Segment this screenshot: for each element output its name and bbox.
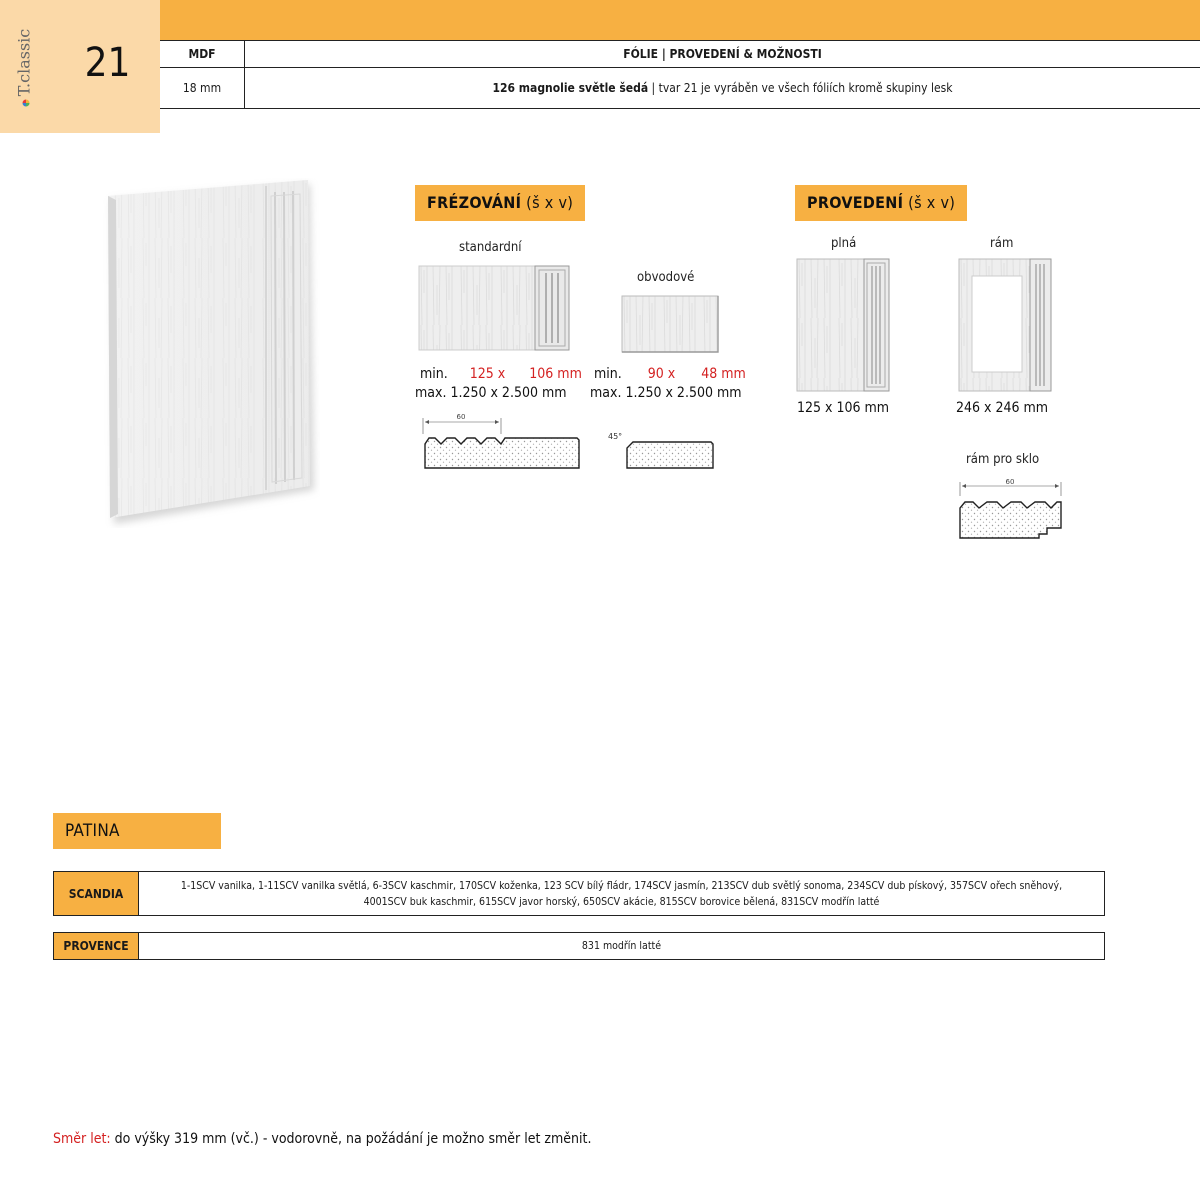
provedeni-title: PROVEDENÍ	[807, 193, 904, 212]
standard-min-height: 106 mm	[529, 366, 582, 382]
plna-sample-image	[796, 258, 890, 392]
provedeni-tag	[795, 185, 967, 221]
obvodove-angle: 45°	[608, 432, 623, 441]
spec-header-foil: FÓLIE | PROVEDENÍ & MOŽNOSTI	[245, 41, 1200, 68]
standard-min-label: min.	[420, 366, 448, 382]
patina-row-scandia	[53, 871, 1105, 916]
brand-dot-icon	[23, 99, 30, 106]
ram-dim: 246 x 246 mm	[956, 400, 1049, 416]
standard-profile-dim: 60	[456, 413, 466, 421]
obvodove-sample-image	[621, 295, 719, 353]
footer-label: Směr let:	[53, 1131, 111, 1147]
patina-key-provence: PROVENCE	[54, 933, 139, 959]
plna-label: plná	[831, 236, 857, 251]
spec-foil-name: 126 magnolie světle šedá	[492, 81, 649, 95]
spec-foil	[245, 68, 1200, 109]
header-bar	[160, 0, 1200, 40]
patina-scandia-line-1: 1-1SCV vanilka, 1-11SCV vanilka světlá, 6-3SCV kaschmir, 170SCV koženka, 123 SCV bílý fládr, 174SCV jasmín, 213SCV dub světlý sonoma, 234SCV dub pískový, 357SCV ořech sněhový,	[180, 879, 1063, 892]
standard-min	[420, 364, 582, 384]
patina-scandia-line-2: 4001SCV buk kaschmir, 615SCV javor horský, 650SCV akácie, 815SCV borovice bělená, 831SCV modřín latté	[363, 895, 880, 908]
frezovani-title: FRÉZOVÁNÍ	[427, 193, 522, 212]
standard-sample-image	[418, 265, 570, 351]
footer-text: do výšky 319 mm (vč.) - vodorovně, na požádání je možno směr let změnit.	[110, 1131, 592, 1147]
standard-profile-drawing	[415, 410, 585, 472]
obvodove-min-label: min.	[594, 366, 622, 382]
obvodove-profile-drawing	[605, 428, 723, 472]
patina-tag: PATINA	[53, 813, 221, 849]
provedeni-subtitle: (š x v)	[903, 193, 956, 212]
patina-row-provence	[53, 932, 1105, 960]
ram-sklo-profile-drawing	[955, 476, 1070, 544]
standard-min-width: 125 x	[469, 366, 506, 382]
spec-table-header	[160, 41, 1200, 68]
obvodove-label: obvodové	[637, 270, 695, 285]
standard-max: max. 1.250 x 2.500 mm	[415, 385, 567, 401]
footer-note	[53, 1131, 591, 1147]
frezovani-tag	[415, 185, 585, 221]
frezovani-subtitle: (š x v)	[521, 193, 574, 212]
spec-header-mdf: MDF	[160, 41, 245, 68]
plna-dim: 125 x 106 mm	[797, 400, 890, 416]
patina-values-provence: 831 modřín latté	[581, 940, 662, 952]
spec-thickness: 18 mm	[160, 68, 245, 109]
spec-table	[160, 40, 1200, 109]
ram-sklo-label: rám pro sklo	[966, 452, 1040, 467]
obvodove-min-height: 48 mm	[701, 366, 746, 382]
brand-logo	[15, 28, 34, 108]
brand-name: T.classic	[14, 28, 34, 97]
obvodove-min-width: 90 x	[647, 366, 676, 382]
standard-label: standardní	[459, 240, 522, 255]
obvodove-max: max. 1.250 x 2.500 mm	[590, 385, 742, 401]
patina-key-scandia: SCANDIA	[54, 872, 139, 915]
door-product-image	[100, 178, 320, 528]
spec-foil-note: | tvar 21 je vyráběn ve všech fóliích kromě skupiny lesk	[648, 81, 953, 95]
spec-table-row	[160, 68, 1200, 109]
obvodove-min	[594, 364, 746, 384]
model-number: 21	[84, 40, 131, 86]
ram-sample-image	[958, 258, 1052, 392]
ram-sklo-profile-dim: 60	[1005, 478, 1015, 486]
patina-values-scandia	[139, 872, 1104, 915]
ram-label: rám	[990, 236, 1014, 251]
